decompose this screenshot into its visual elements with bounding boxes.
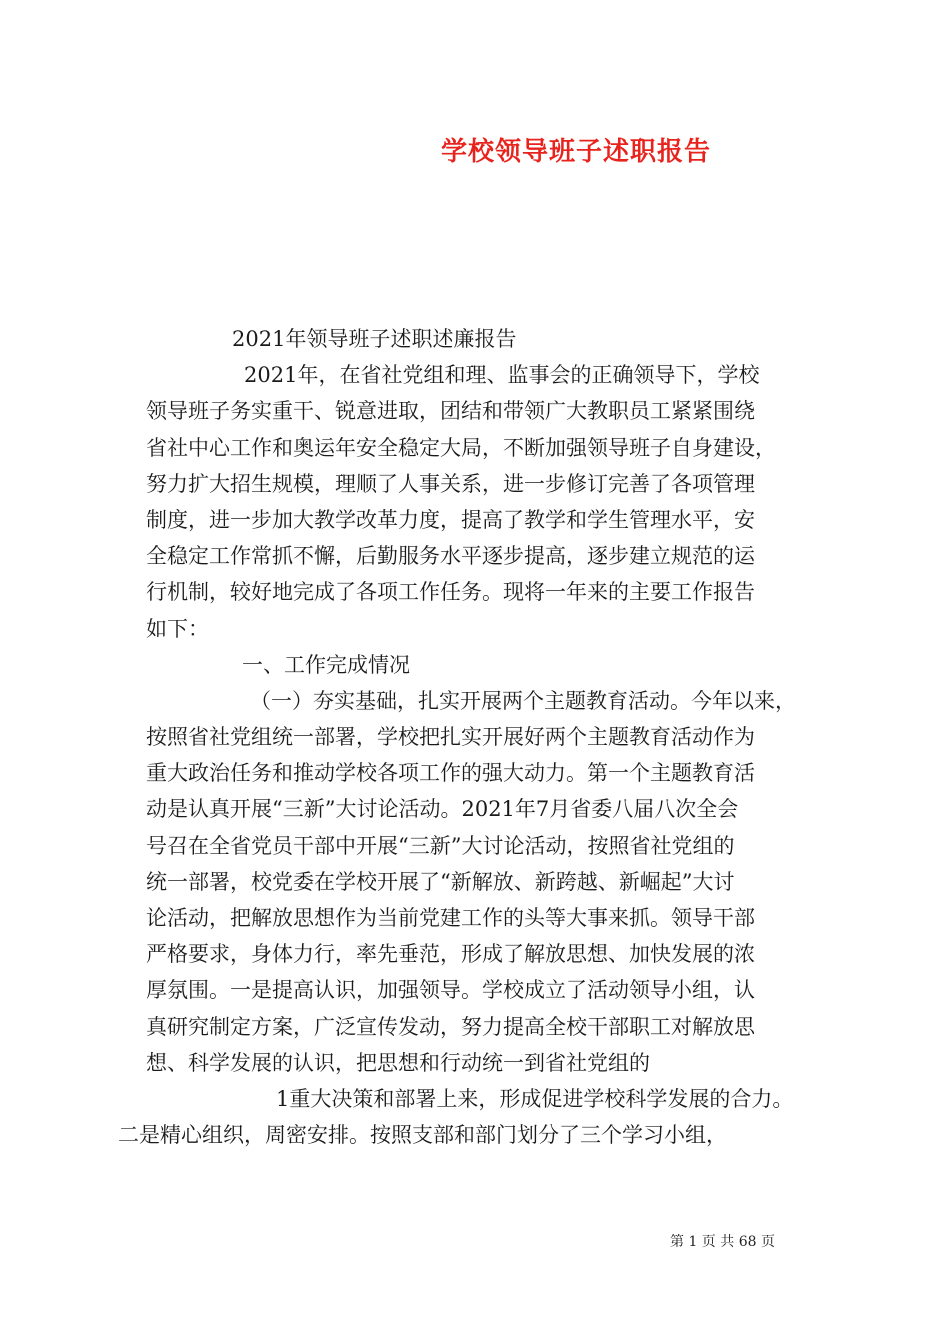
paragraph-line: 行机制，较好地完成了各项工作任务。现将一年来的主要工作报告 [146, 580, 755, 605]
section-heading: 一、工作完成情况 [242, 652, 410, 677]
document-subtitle: 2021年领导班子述职述廉报告 [232, 327, 517, 351]
paragraph-line: 厚氛围。一是提高认识，加强领导。学校成立了活动领导小组，认 [146, 978, 755, 1003]
paragraph-line: （一）夯实基础，扎实开展两个主题教育活动。今年以来， [250, 688, 796, 713]
paragraph-line: 动是认真开展“三新”大讨论活动。2021年7月省委八届八次全会 [146, 797, 739, 822]
document-title: 学校领导班子述职报告 [440, 137, 711, 167]
paragraph-line: 1重大决策和部署上来，形成促进学校科学发展的合力。 [276, 1086, 794, 1111]
paragraph-line: 真研究制定方案，广泛宣传发动，努力提高全校干部职工对解放思 [146, 1014, 755, 1039]
paragraph-line: 重大政治任务和推动学校各项工作的强大动力。第一个主题教育活 [146, 761, 755, 786]
paragraph-line: 统一部署，校党委在学校开展了“新解放、新跨越、新崛起”大讨 [146, 869, 735, 894]
paragraph-line: 按照省社党组统一部署，学校把扎实开展好两个主题教育活动作为 [146, 725, 755, 750]
paragraph-line: 省社中心工作和奥运年安全稳定大局，不断加强领导班子自身建设， [146, 435, 776, 460]
paragraph-line: 想、科学发展的认识，把思想和行动统一到省社党组的 [146, 1050, 650, 1075]
paragraph-line: 论活动，把解放思想作为当前党建工作的头等大事来抓。领导干部 [146, 906, 755, 930]
paragraph-line: 二是精心组织，周密安排。按照支部和部门划分了三个学习小组， [118, 1123, 727, 1148]
paragraph-line: 领导班子务实重干、锐意进取，团结和带领广大教职员工紧紧围绕 [146, 399, 755, 424]
paragraph-line: 2021年，在省社党组和理、监事会的正确领导下，学校 [244, 363, 760, 388]
page-number-footer: 第 1 页 共 68 页 [670, 1234, 775, 1250]
paragraph-line: 如下： [146, 616, 209, 641]
paragraph-line: 努力扩大招生规模，理顺了人事关系，进一步修订完善了各项管理 [146, 471, 755, 496]
paragraph-line: 制度，进一步加大教学改革力度，提高了教学和学生管理水平，安 [146, 507, 755, 532]
paragraph-line: 严格要求，身体力行，率先垂范，形成了解放思想、加快发展的浓 [146, 942, 755, 967]
paragraph-line: 号召在全省党员干部中开展“三新”大讨论活动，按照省社党组的 [146, 833, 735, 858]
document-body [118, 321, 826, 1153]
paragraph-line: 全稳定工作常抓不懈，后勤服务水平逐步提高，逐步建立规范的运 [146, 544, 755, 569]
